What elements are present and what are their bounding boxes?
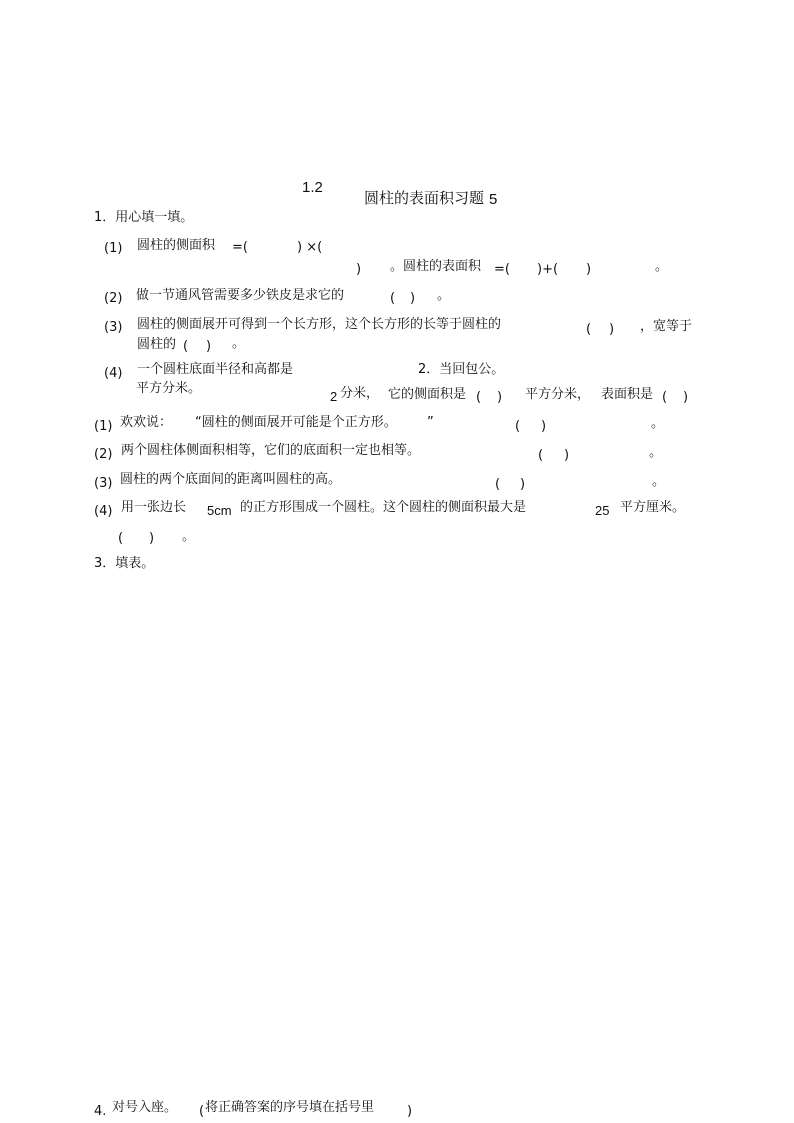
section4-instruction: 将正确答案的序号填在括号里	[205, 1100, 375, 1115]
section4-paren-close: )	[407, 1104, 413, 1119]
q3-text-a: 圆柱的侧面展开可得到一个长方形，这个长方形的长等于圆柱的	[137, 317, 502, 332]
q3-text-h: 。	[232, 336, 246, 351]
s2-q3-text-b: (	[495, 477, 501, 492]
title-number: 1.2	[302, 179, 323, 196]
s2-q4-text-d: 25	[595, 503, 610, 518]
q4-text-c: 平方分米。	[136, 381, 202, 396]
q3-text-e: 圆柱的	[137, 337, 177, 352]
q1-text-e: 。圆柱的表面积	[390, 259, 482, 274]
q2-text-d: 。	[437, 288, 451, 303]
q4-text-l: )	[683, 390, 689, 405]
q1-text-c: ) ×(	[297, 240, 323, 255]
q2-text-c: )	[410, 291, 416, 306]
q1-text-d: )	[356, 262, 362, 277]
s2-q4-text-h: 。	[182, 529, 196, 544]
q4-text-d: 2	[330, 389, 338, 404]
title-suffix: 5	[489, 191, 498, 208]
s2-q1-text-d: (	[515, 419, 521, 434]
q2-text-b: (	[390, 291, 396, 306]
q4-text-g: (	[476, 390, 482, 405]
q3-text-d: ，宽等于	[640, 319, 693, 334]
q1-text-a: 圆柱的侧面积	[137, 238, 216, 253]
q1-text-f: =(	[494, 262, 510, 277]
s2-q1-text-c: ”	[427, 415, 434, 430]
s2-q4-text-e: 平方厘米。	[620, 500, 686, 515]
s2-q4-text-g: )	[149, 531, 155, 546]
s2-q2-index: (2)	[94, 447, 113, 462]
q4-text-f: 它的侧面积是	[388, 387, 467, 402]
q1-text-h: )	[586, 262, 592, 277]
s2-q1-text-f: 。	[651, 416, 665, 431]
s2-q3-text-c: )	[520, 477, 526, 492]
s2-q1-text-b: “圆柱的侧面展开可能是个正方形。	[195, 415, 397, 430]
s2-q2-text-b: (	[538, 448, 544, 463]
s2-q3-text-d: 。	[652, 474, 666, 489]
s2-q1-index: (1)	[94, 419, 113, 434]
q3-text-b: (	[586, 322, 592, 337]
section4-paren-open: (	[199, 1104, 205, 1119]
s2-q2-text-d: 。	[649, 445, 663, 460]
q3-text-f: (	[183, 339, 189, 354]
q1-text-i: 。	[655, 259, 669, 274]
s2-q4-index: (4)	[94, 504, 113, 519]
section3-heading: 3．填表。	[94, 556, 155, 571]
q4-text-i: 平方分米，	[525, 387, 591, 402]
s2-q1-text-a: 欢欢说：	[120, 415, 173, 430]
s2-q2-text-a: 两个圆柱体侧面积相等，它们的底面积一定也相等。	[121, 443, 421, 458]
s2-q3-index: (3)	[94, 476, 113, 491]
section4-heading: 对号入座。	[112, 1100, 178, 1115]
section1-heading: 1．用心填一填。	[94, 210, 194, 225]
page-title: 圆柱的表面积习题	[364, 189, 485, 207]
q4-text-e: 分米，	[340, 386, 380, 401]
q2-index: (2)	[104, 291, 123, 306]
q4-index: (4)	[104, 366, 123, 381]
q4-text-b: 2．当回包公。	[418, 362, 505, 377]
q4-text-a: 一个圆柱底面半径和高都是	[137, 362, 294, 377]
s2-q4-text-a: 用一张边长	[121, 500, 187, 515]
s2-q4-text-f: (	[118, 531, 124, 546]
q3-text-g: )	[206, 339, 212, 354]
q3-index: (3)	[104, 320, 123, 335]
q4-text-k: (	[662, 390, 668, 405]
section4-number: 4.	[94, 1104, 107, 1119]
s2-q1-text-e: )	[541, 419, 547, 434]
q4-text-h: )	[497, 390, 503, 405]
s2-q4-text-c: 的正方形围成一个圆柱。这个圆柱的侧面积最大是	[240, 500, 527, 515]
q1-text-g: )+(	[537, 262, 559, 277]
s2-q4-text-b: 5cm	[207, 503, 232, 518]
s2-q2-text-c: )	[564, 448, 570, 463]
q1-index: (1)	[104, 241, 123, 256]
s2-q3-text-a: 圆柱的两个底面间的距离叫圆柱的高。	[120, 472, 342, 487]
q4-text-j: 表面积是	[601, 387, 654, 402]
q3-text-c: )	[609, 322, 615, 337]
q2-text-a: 做一节通风管需要多少铁皮是求它的	[136, 288, 345, 303]
q1-text-b: =(	[232, 240, 248, 255]
